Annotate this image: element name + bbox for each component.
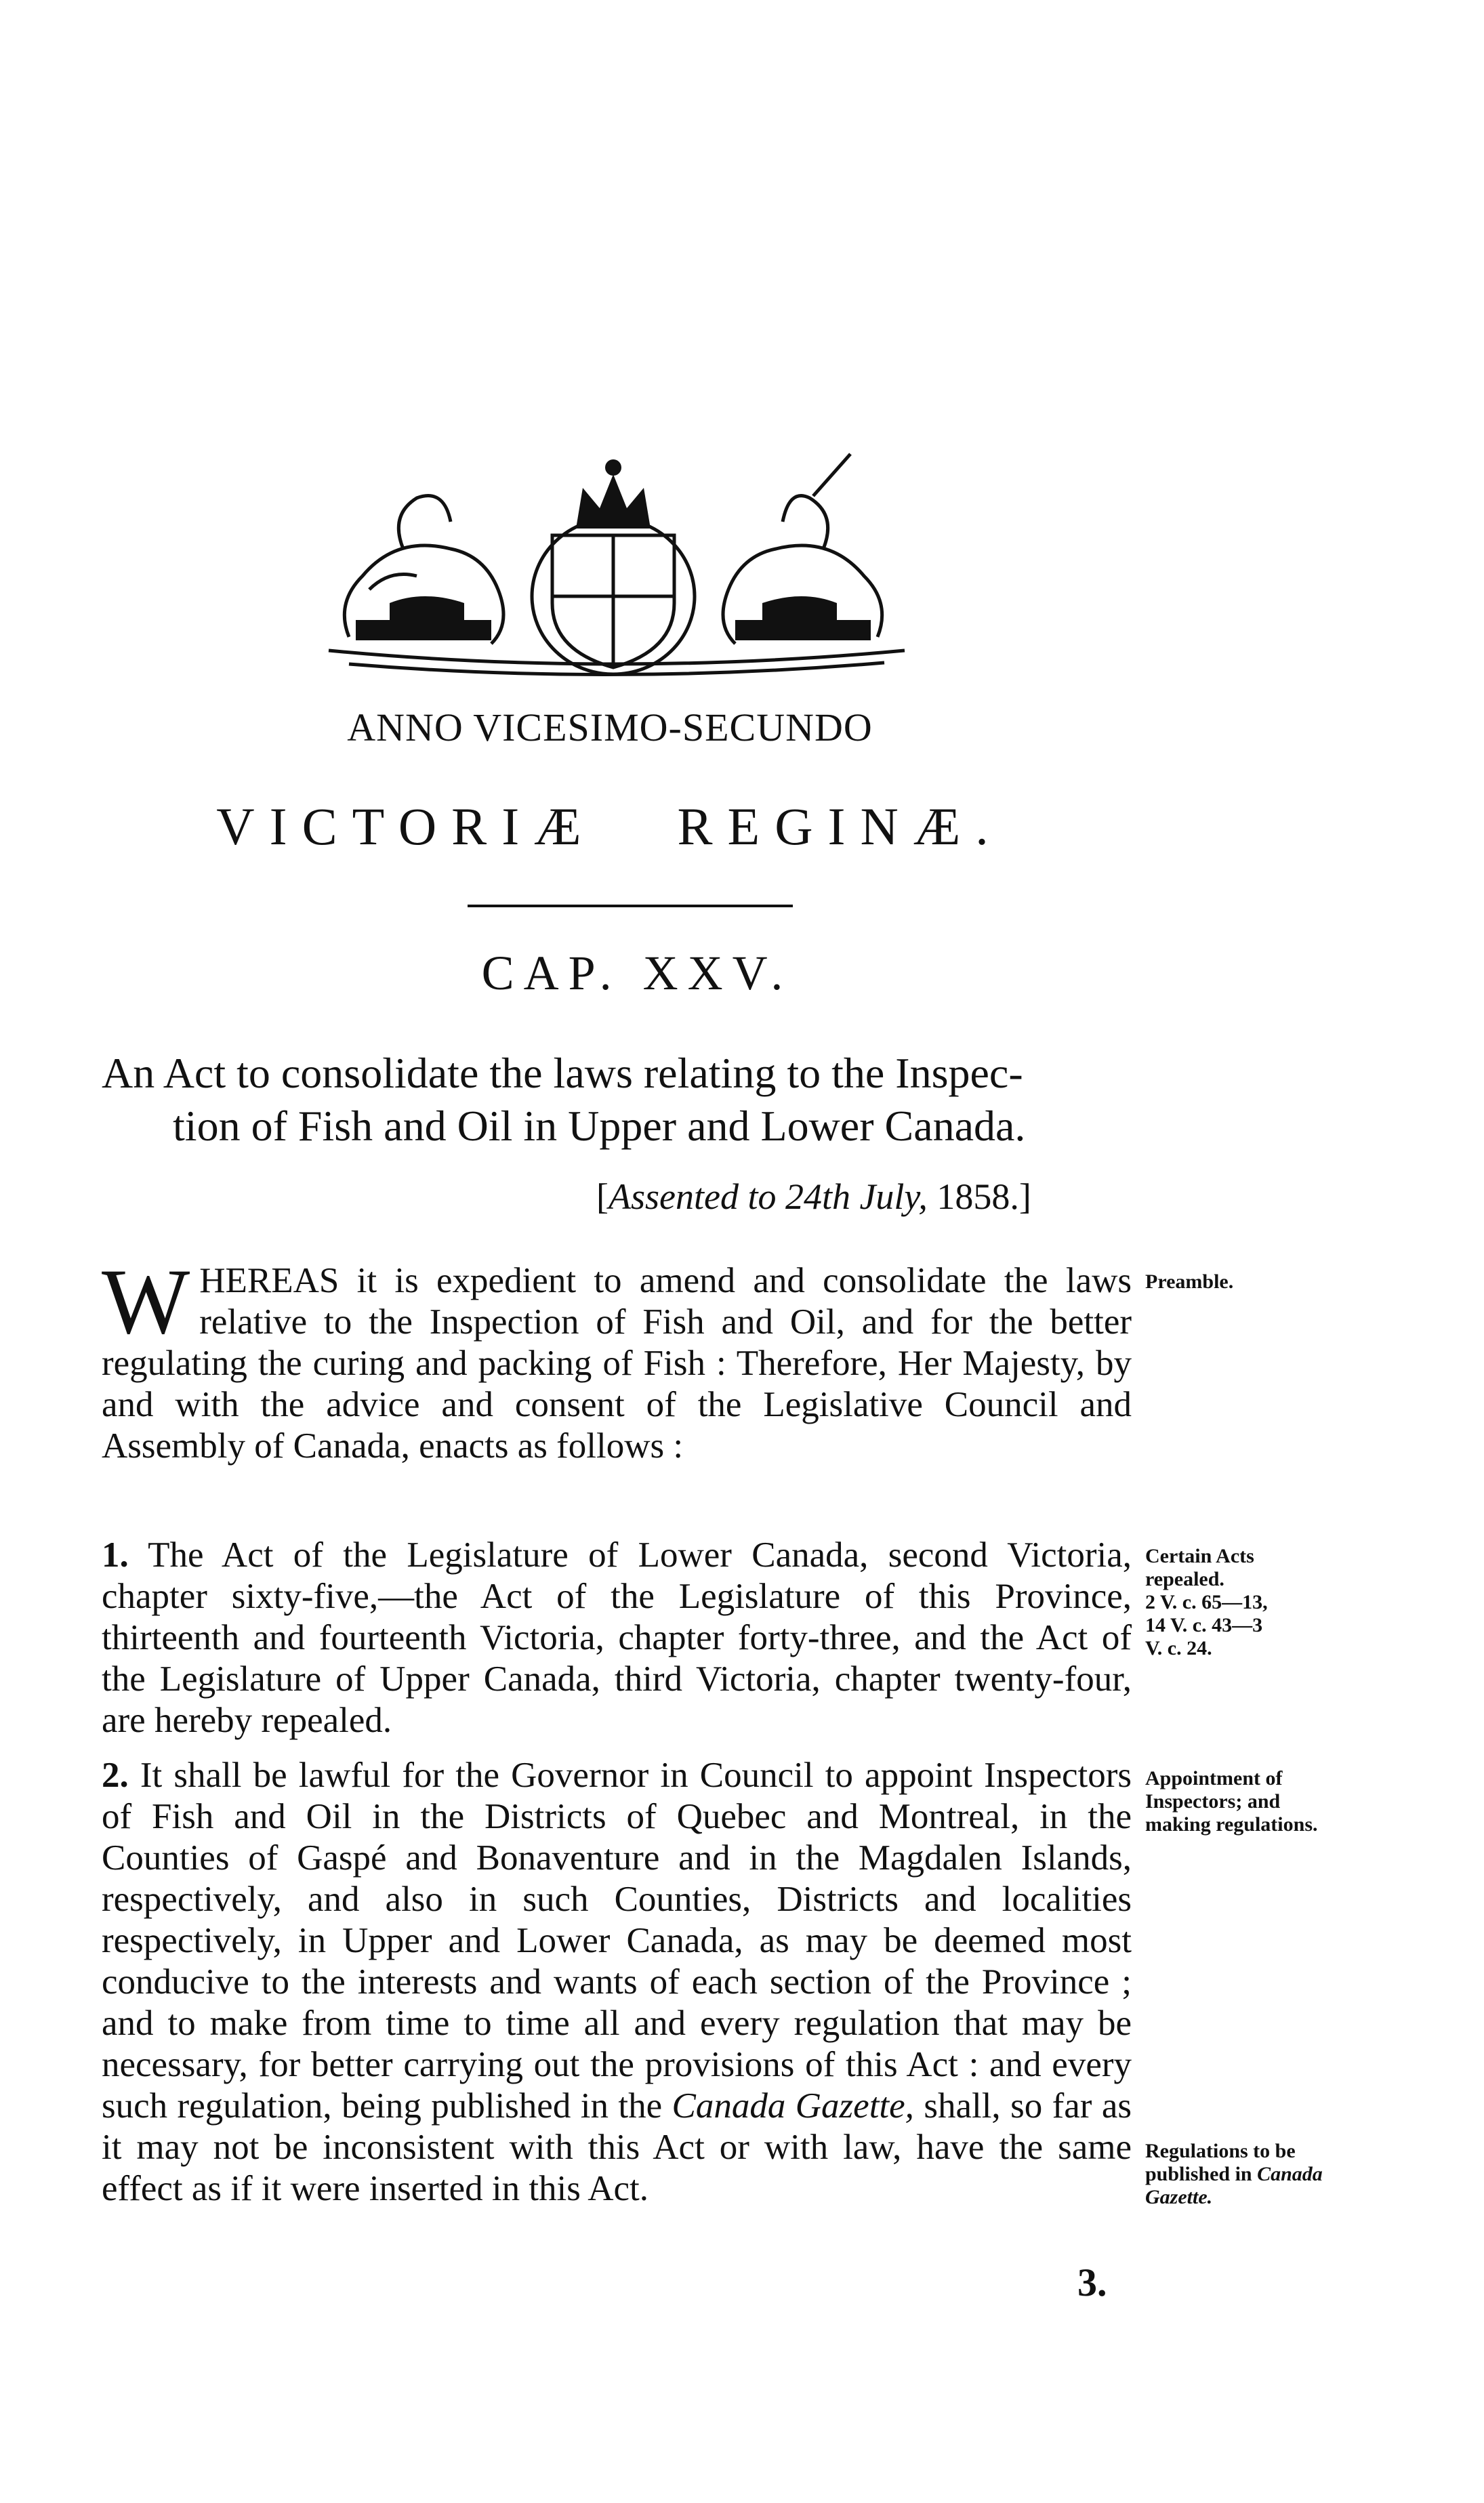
act-title-line2: tion of Fish and Oil in Upper and Lower Canada. xyxy=(173,1102,1026,1150)
drop-cap: W xyxy=(102,1249,190,1353)
royal-coat-of-arms xyxy=(308,434,918,678)
margin-note-cite-3: V. c. 24. xyxy=(1145,1637,1212,1659)
act-title-line1: An Act to consolidate the laws relating to the Inspec- xyxy=(102,1049,1023,1097)
section-2-number: 2. xyxy=(102,1756,129,1795)
assent-date xyxy=(596,1176,1031,1218)
margin-note-cite-2: 14 V. c. 43—3 xyxy=(1145,1614,1263,1636)
preamble-text: HEREAS it is expedient to amend and consolidate the laws relative to the Inspection of Fish and Oil, and for the better regulating the curing and packing of Fish : Therefore, Her Majesty, by and with the advice and consent of the Legislative Council and Assembly of Canada, enacts as follows : xyxy=(102,1261,1132,1466)
margin-note-preamble: Preamble. xyxy=(1145,1270,1234,1293)
act-title xyxy=(102,1047,1159,1153)
section-1 xyxy=(102,1535,1132,1741)
chapter-number: CAP. XXV. xyxy=(481,946,793,1000)
section-1-text: The Act of the Legislature of Lower Canada, second Victoria, chapter sixty-five,—the Act of the Legislature of this Province, thirteenth and fourteenth Victoria, chapter forty-three, and the Act of the Legislature of Upper Canada, third Victoria, chapter twenty-four, are hereby repealed. xyxy=(102,1535,1132,1740)
heading-victoriae: VICTORIÆ xyxy=(216,797,596,856)
heading-rule xyxy=(468,905,793,907)
margin-note-regulations-text: Regulations to be published in xyxy=(1145,2140,1296,2185)
margin-note-appointment: Appointment of Inspectors; and making regulations. xyxy=(1145,1767,1318,1836)
margin-note-certain-acts xyxy=(1145,1545,1335,1660)
section-2-text-b: shall, so far as it may not be inconsistent with this Act or with law, have the same effect as if it were inserted in this Act. xyxy=(102,2086,1132,2208)
margin-note-cite-1: 2 V. c. 65—13, xyxy=(1145,1591,1268,1613)
margin-note-regulations xyxy=(1145,2140,1335,2209)
preamble-paragraph xyxy=(102,1249,1132,1467)
section-2-text-a: It shall be lawful for the Governor in Council to appoint Inspectors of Fish and Oil in the Districts of Quebec and Montreal, in the Counties of Gaspé and Bonaventure and in the Magdalen Islands, respectively, and also in such Counties, Districts and localities respectively, in Upper and Lower Canada, as may be deemed most conducive to the interests and wants of each section of the Province ; and to make from time to time all and every regulation that may be necessary, for better carrying out the provisions of this Act : and every such regulation, being published in the xyxy=(102,1756,1132,2126)
section-1-number: 1. xyxy=(102,1535,129,1575)
heading-reginae: REGINÆ. xyxy=(677,797,1004,856)
heading-anno: ANNO VICESIMO-SECUNDO xyxy=(347,705,873,749)
assent-italic: Assented to 24th July, xyxy=(608,1176,928,1217)
section-2-gazette: Canada Gazette, xyxy=(672,2086,914,2126)
heading-victoriae-reginae xyxy=(0,796,1220,857)
margin-note-regulations-gazette: Canada Gazette. xyxy=(1145,2163,1323,2208)
section-2 xyxy=(102,1755,1132,2210)
catchword: 3. xyxy=(1077,2260,1107,2304)
margin-note-certain-acts-label: Certain Acts repealed. xyxy=(1145,1545,1254,1590)
assent-bracket-open: [ xyxy=(596,1176,609,1217)
assent-year: 1858.] xyxy=(927,1176,1031,1217)
